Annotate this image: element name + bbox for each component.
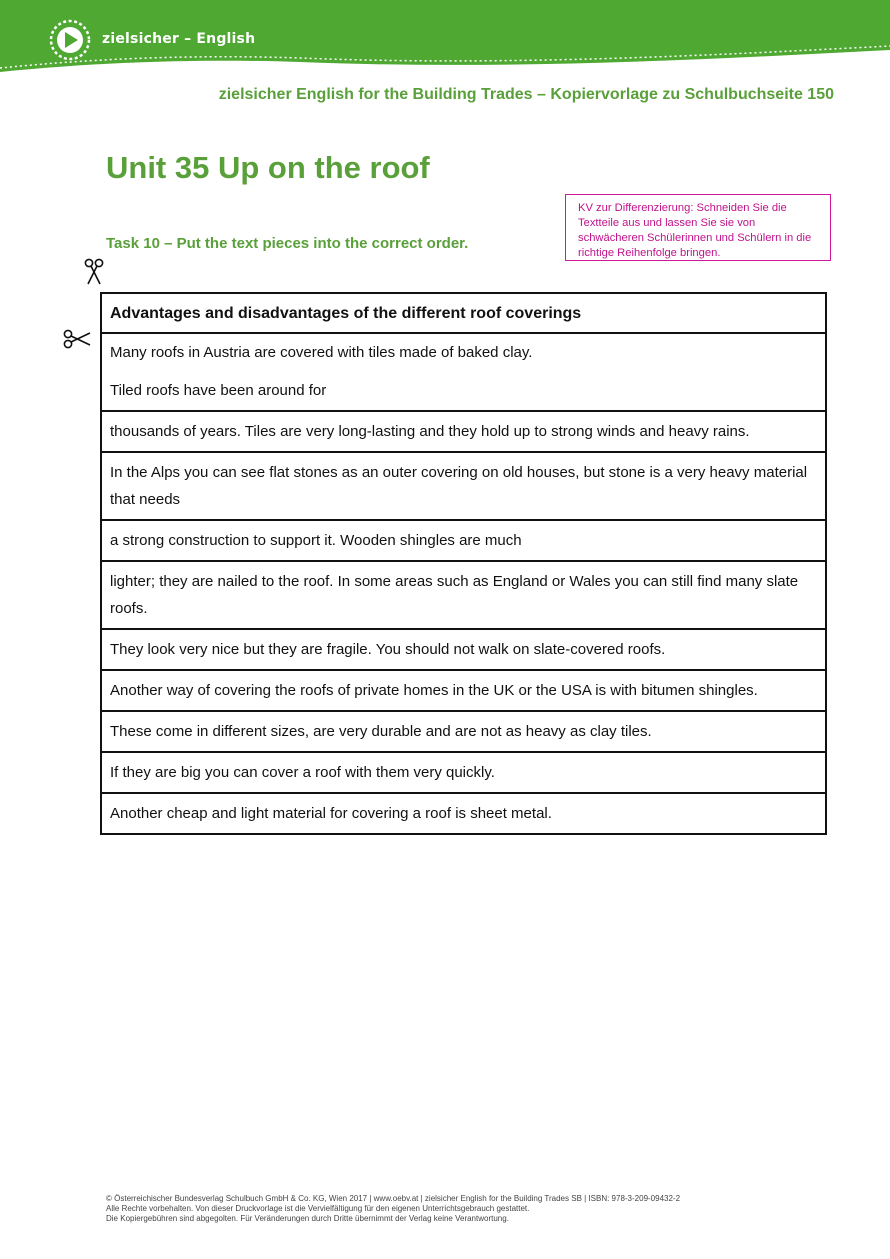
page-subtitle: zielsicher English for the Building Trades – Kopiervorlage zu Schulbuchseite 150 (218, 86, 834, 103)
text-piece: a strong construction to support it. Wooden shingles are much (101, 520, 826, 561)
table-heading: Advantages and disadvantages of the different roof coverings (101, 293, 826, 333)
footer-copyright: © Österreichischer Bundesverlag Schulbuch GmbH & Co. KG, Wien 2017 | www.oebv.at | zielsicher English for the Building Trades SB | ISBN: 978-3-209-09432-2 (106, 1194, 681, 1203)
text-piece (101, 333, 826, 411)
text-piece-row (101, 629, 826, 670)
text-piece: lighter; they are nailed to the roof. In some areas such as England or Wales you can still find many slate roofs. (101, 561, 826, 629)
text-piece-row (101, 520, 826, 561)
text-piece-row (101, 793, 826, 834)
unit-title: Unit 35 Up on the roof (106, 150, 430, 185)
text-piece: Another cheap and light material for covering a roof is sheet metal. (101, 793, 826, 834)
text-piece: Another way of covering the roofs of private homes in the UK or the USA is with bitumen shingles. (101, 670, 826, 711)
text-piece-row (101, 333, 826, 411)
table-heading-row (101, 293, 826, 333)
text-piece-row (101, 452, 826, 520)
text-pieces-table (100, 292, 827, 835)
text-piece: They look very nice but they are fragile. You should not walk on slate-covered roofs. (101, 629, 826, 670)
footer-rights: Alle Rechte vorbehalten. Von dieser Druckvorlage ist die Vervielfältigung für den eigenen Unterrichtsgebrauch gestattet. (106, 1204, 530, 1213)
text-piece-line: Many roofs in Austria are covered with tiles made of baked clay. (110, 344, 533, 361)
scissors-vertical-icon (83, 258, 105, 286)
footer-disclaimer: Die Kopiergebühren sind abgegolten. Für Veränderungen durch Dritte übernimmt der Verlag keine Verantwortung. (106, 1214, 509, 1223)
text-piece-line: Tiled roofs have been around for (110, 382, 327, 399)
text-piece: In the Alps you can see flat stones as an outer covering on old houses, but stone is a very heavy material that needs (101, 452, 826, 520)
text-piece-row (101, 411, 826, 452)
differentiation-note: KV zur Differenzierung: Schneiden Sie die Textteile aus und lassen Sie sie von schwächeren Schülerinnen und Schülern in die richtige Reihenfolge bringen. (565, 194, 831, 261)
text-piece-row (101, 670, 826, 711)
task-instruction: Task 10 – Put the text pieces into the correct order. (106, 235, 469, 252)
scissors-horizontal-icon (63, 328, 91, 350)
text-piece-row (101, 752, 826, 793)
text-piece-row (101, 711, 826, 752)
text-piece: If they are big you can cover a roof with them very quickly. (101, 752, 826, 793)
footer (106, 1194, 680, 1224)
text-piece-row (101, 561, 826, 629)
text-piece: These come in different sizes, are very durable and are not as heavy as clay tiles. (101, 711, 826, 752)
text-piece: thousands of years. Tiles are very long-lasting and they hold up to strong winds and heavy rains. (101, 411, 826, 452)
brand-name: zielsicher – English (102, 31, 256, 47)
